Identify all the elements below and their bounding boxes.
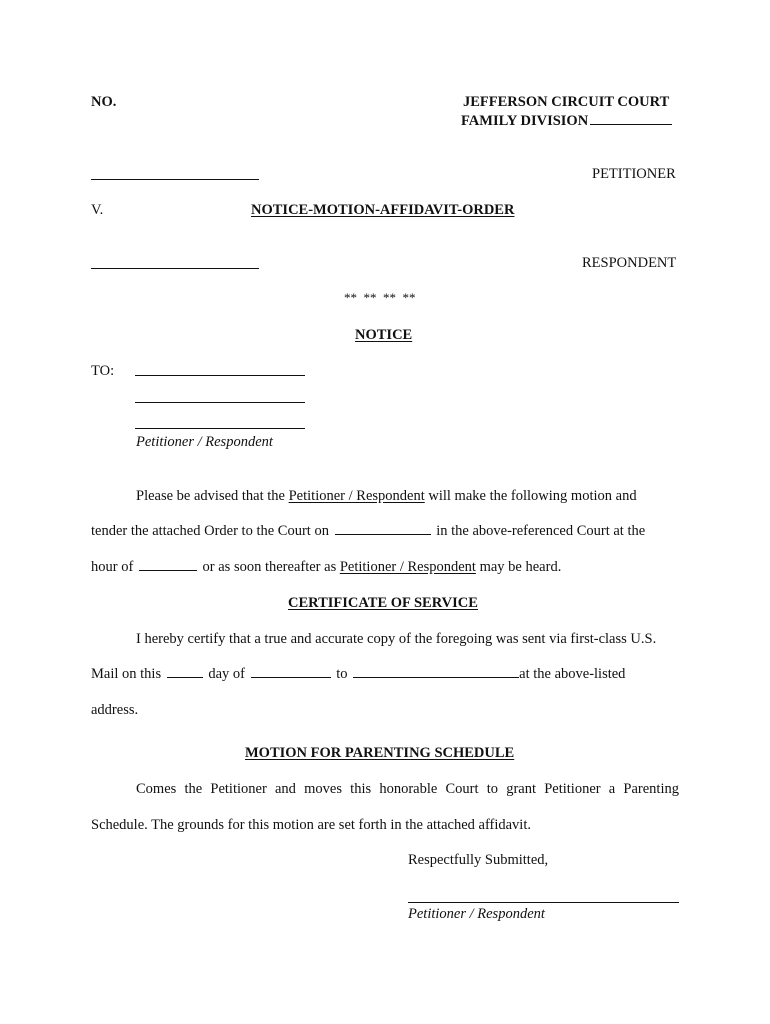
case-number-label: NO. — [91, 94, 117, 110]
certificate-heading: CERTIFICATE OF SERVICE — [288, 595, 478, 611]
motion-heading: MOTION FOR PARENTING SCHEDULE — [245, 745, 515, 761]
certificate-line-3: address. — [91, 702, 139, 718]
respondent-name-blank[interactable] — [91, 268, 259, 269]
court-name: JEFFERSON CIRCUIT COURT — [463, 94, 670, 110]
notice-heading: NOTICE — [355, 327, 413, 343]
certificate-text: day of — [208, 666, 245, 682]
hearing-hour-blank[interactable] — [139, 569, 197, 571]
service-day-blank[interactable] — [167, 676, 203, 678]
certificate-text: at the above-listed — [519, 666, 626, 682]
closing-text: Respectfully Submitted, — [408, 852, 549, 868]
section-separator: ** ** ** ** — [344, 290, 416, 305]
signature-line[interactable] — [408, 902, 679, 903]
recipient-line-1[interactable] — [135, 375, 305, 376]
certificate-line-2 — [91, 667, 625, 682]
service-month-blank[interactable] — [251, 676, 331, 678]
notice-text: or as soon thereafter as — [202, 559, 337, 575]
petitioner-name-blank[interactable] — [91, 179, 259, 180]
certificate-line-1: I hereby certify that a true and accurate copy of the foregoing was sent via first-class U.S. — [136, 631, 657, 647]
recipient-line-2[interactable] — [135, 402, 305, 403]
to-label: TO: — [91, 363, 115, 379]
notice-text: hour of — [91, 559, 134, 575]
petitioner-label: PETITIONER — [592, 166, 676, 182]
respondent-label: RESPONDENT — [582, 255, 677, 271]
versus-label: V. — [91, 202, 104, 218]
hearing-date-blank[interactable] — [335, 533, 431, 535]
court-division — [461, 114, 674, 129]
signature-caption: Petitioner / Respondent — [408, 906, 545, 922]
service-recipient-blank[interactable] — [353, 676, 519, 678]
certificate-text: Mail on this — [91, 666, 162, 682]
notice-text: may be heard. — [479, 559, 562, 575]
notice-text: Please be advised that the — [136, 488, 285, 504]
notice-text: will make the following motion and — [428, 488, 637, 504]
notice-line-2 — [91, 524, 645, 539]
notice-line-3 — [91, 560, 561, 575]
moving-party: Petitioner / Respondent — [288, 488, 425, 504]
motion-line-1: Comes the Petitioner and moves this honorable Court to grant Petitioner a Parenting — [136, 781, 679, 797]
division-label: FAMILY DIVISION — [461, 113, 589, 129]
notice-text: in the above-referenced Court at the — [436, 523, 646, 539]
recipient-line-3[interactable] — [135, 428, 305, 429]
division-blank[interactable] — [590, 123, 672, 125]
notice-text: tender the attached Order to the Court on — [91, 523, 329, 539]
heard-party: Petitioner / Respondent — [339, 559, 476, 575]
motion-line-2: Schedule. The grounds for this motion are set forth in the attached affidavit. — [91, 817, 531, 833]
certificate-text: to — [336, 666, 348, 682]
recipient-party-caption: Petitioner / Respondent — [136, 434, 273, 450]
notice-line-1 — [136, 489, 637, 504]
document-title: NOTICE-MOTION-AFFIDAVIT-ORDER — [251, 202, 515, 218]
